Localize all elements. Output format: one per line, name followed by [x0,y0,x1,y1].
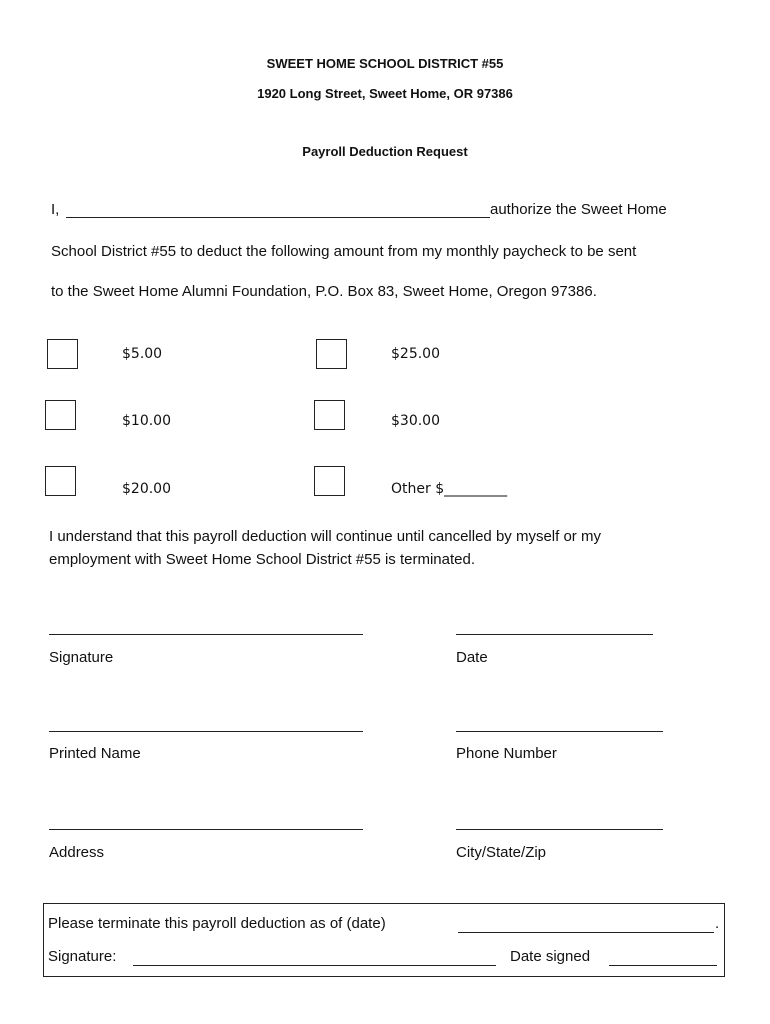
date-signed-label: Date signed [510,948,591,965]
form-title: Payroll Deduction Request [302,144,468,159]
checkbox-5[interactable] [47,339,78,369]
checkbox-30[interactable] [314,400,345,430]
option-label-30: $30.00 [391,413,440,429]
termination-text: Please terminate this payroll deduction as of (date) [48,915,386,932]
authorization-suffix: authorize the Sweet Home [490,201,667,218]
authorization-line-3: to the Sweet Home Alumni Foundation, P.O. Box 83, Sweet Home, Oregon 97386. [51,283,597,300]
signature-line[interactable] [49,634,363,635]
date-label: Date [456,649,488,666]
termination-period: . [715,915,720,932]
checkbox-25[interactable] [316,339,347,369]
address-label: Address [49,844,105,861]
authorization-line-2: School District #55 to deduct the following amount from my monthly paycheck to be sent [51,243,637,260]
checkbox-20[interactable] [45,466,76,496]
printed-name-label: Printed Name [49,745,141,762]
date-line[interactable] [456,634,653,635]
phone-label: Phone Number [456,745,557,762]
checkbox-10[interactable] [45,400,76,430]
option-label-25: $25.00 [391,346,440,362]
option-label-other: Other $_________ [391,481,508,497]
district-name: SWEET HOME SCHOOL DISTRICT #55 [266,56,504,71]
understanding-line-1: I understand that this payroll deduction will continue until cancelled by myself or my [49,528,601,545]
address-line[interactable] [49,829,363,830]
city-state-zip-line[interactable] [456,829,663,830]
understanding-line-2: employment with Sweet Home School District #55 is terminated. [49,551,476,568]
option-label-5: $5.00 [122,346,163,362]
termination-date-line[interactable] [458,932,714,933]
phone-line[interactable] [456,731,663,732]
authorizer-name-line[interactable] [66,217,490,218]
date-signed-line[interactable] [609,965,717,966]
termination-signature-line[interactable] [133,965,496,966]
city-state-zip-label: City/State/Zip [456,844,547,861]
option-label-10: $10.00 [122,413,171,429]
option-label-20: $20.00 [122,481,171,497]
checkbox-other[interactable] [314,466,345,496]
termination-signature-label: Signature: [48,948,117,965]
printed-name-line[interactable] [49,731,363,732]
district-address: 1920 Long Street, Sweet Home, OR 97386 [257,86,513,101]
signature-label: Signature [49,649,114,666]
authorization-prefix: I, [51,201,60,218]
